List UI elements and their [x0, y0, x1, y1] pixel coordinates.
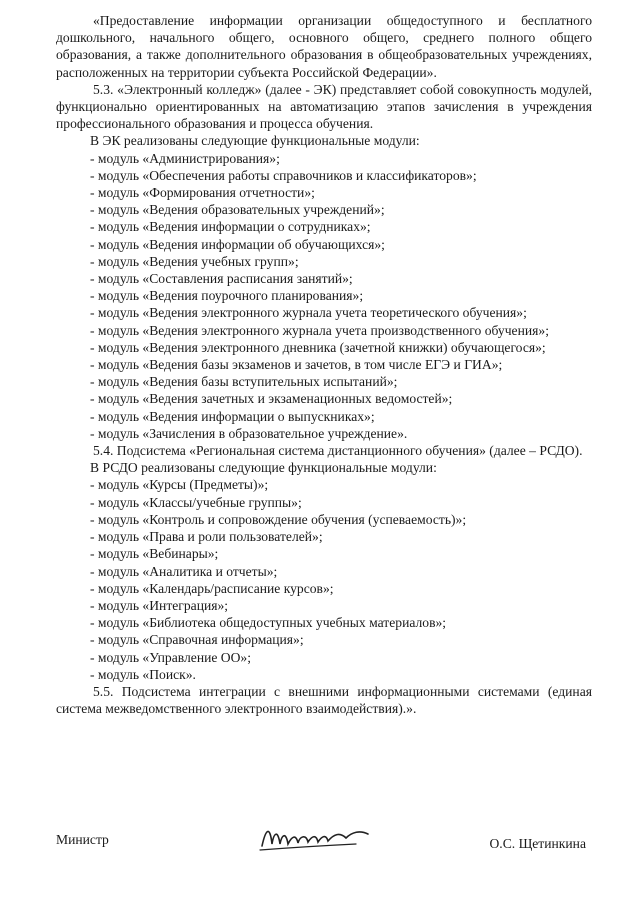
- ek-module-item: - модуль «Ведения зачетных и экзаменационных ведомостей»;: [90, 391, 453, 407]
- ek-module-item: - модуль «Формирования отчетности»;: [90, 185, 315, 201]
- ek-module-item: - модуль «Ведения информации о сотрудниках»;: [90, 219, 371, 235]
- ek-module-item: - модуль «Ведения базы вступительных испытаний»;: [90, 374, 398, 390]
- ek-module-item: - модуль «Ведения образовательных учреждений»;: [90, 202, 385, 218]
- signatory-title: Министр: [56, 832, 109, 847]
- document-body: [56, 12, 592, 717]
- rsdo-module-item: - модуль «Курсы (Предметы)»;: [90, 477, 269, 493]
- ek-module-item: - модуль «Ведения базы экзаменов и зачетов, в том числе ЕГЭ и ГИА»;: [90, 357, 503, 373]
- ek-module-item: - модуль «Зачисления в образовательное учреждение».: [90, 425, 408, 441]
- section-5-3: 5.3. «Электронный колледж» (далее - ЭК) представляет собой совокупность модулей, функционально ориентированных на автоматизацию этапов зачисления в учреждения профессионального образования и процесса обучения.: [56, 81, 592, 132]
- rsdo-module-item: - модуль «Классы/учебные группы»;: [90, 494, 302, 510]
- rsdo-module-item: - модуль «Аналитика и отчеты»;: [90, 563, 278, 579]
- rsdo-module-item: - модуль «Контроль и сопровождение обучения (успеваемость)»;: [90, 511, 467, 527]
- section-5-5: 5.5. Подсистема интеграции с внешними информационными системами (единая система межведомственного электронного взаимодействия).».: [56, 683, 592, 717]
- ek-module-item: - модуль «Составления расписания занятий»;: [90, 271, 353, 287]
- ek-module-item: - модуль «Ведения электронного журнала учета теоретического обучения»;: [90, 305, 527, 321]
- rsdo-module-item: - модуль «Календарь/расписание курсов»;: [90, 580, 334, 596]
- rsdo-module-item: - модуль «Управление ОО»;: [90, 649, 252, 665]
- rsdo-module-item: - модуль «Вебинары»;: [90, 546, 219, 562]
- ek-module-item: - модуль «Ведения информации об обучающихся»;: [90, 236, 385, 252]
- intro-paragraph: «Предоставление информации организации общедоступного и бесплатного дошкольного, начального общего, основного общего, среднего полного общего образования, а также дополнительного образования в общеобразовательных учреждениях, расположенных на территории субъекта Российской Федерации».: [56, 13, 592, 80]
- ek-modules-heading: В ЭК реализованы следующие функциональные модули:: [90, 133, 420, 149]
- rsdo-module-list: [56, 476, 592, 682]
- ek-module-item: - модуль «Ведения электронного дневника (зачетной книжки) обучающегося»;: [90, 339, 546, 355]
- ek-module-item: - модуль «Ведения поурочного планирования»;: [90, 288, 364, 304]
- handwritten-signature-icon: [256, 818, 376, 858]
- signatory-name: О.С. Щетинкина: [489, 836, 586, 851]
- ek-module-item: - модуль «Ведения электронного журнала учета производственного обучения»;: [90, 322, 549, 338]
- rsdo-module-item: - модуль «Справочная информация»;: [90, 632, 304, 648]
- section-5-4: 5.4. Подсистема «Региональная система дистанционного обучения» (далее – РСДО).: [93, 443, 583, 459]
- signature-block: [56, 818, 592, 868]
- ek-module-item: - модуль «Ведения учебных групп»;: [90, 253, 299, 269]
- rsdo-module-item: - модуль «Поиск».: [90, 666, 196, 682]
- rsdo-module-item: - модуль «Права и роли пользователей»;: [90, 529, 323, 545]
- rsdo-module-item: - модуль «Библиотека общедоступных учебных материалов»;: [90, 615, 447, 631]
- rsdo-module-item: - модуль «Интеграция»;: [90, 597, 229, 613]
- ek-module-item: - модуль «Ведения информации о выпускниках»;: [90, 408, 375, 424]
- ek-module-item: - модуль «Администрирования»;: [90, 150, 280, 166]
- ek-module-list: [56, 150, 592, 442]
- rsdo-modules-heading: В РСДО реализованы следующие функциональные модули:: [90, 460, 437, 476]
- ek-module-item: - модуль «Обеспечения работы справочников и классификаторов»;: [90, 167, 477, 183]
